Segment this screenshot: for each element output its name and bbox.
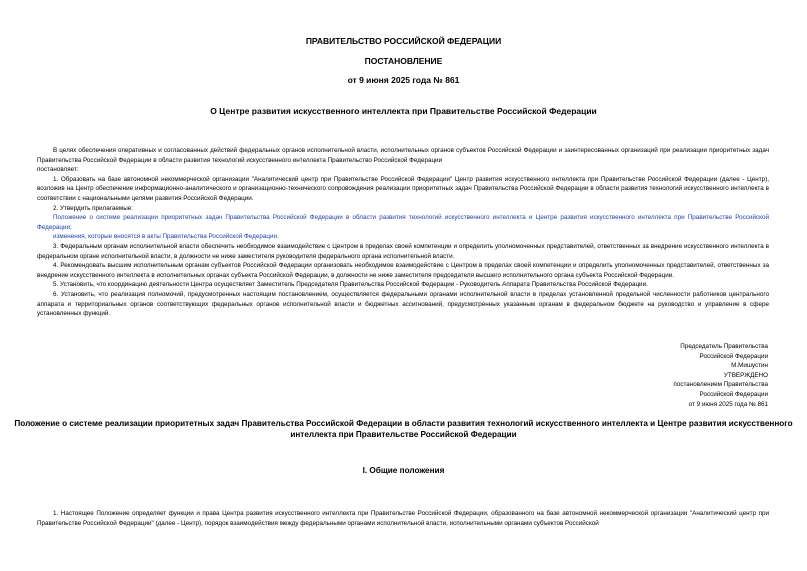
document-title: О Центре развития искусственного интеллекта при Правительстве Российской Федерации: [210, 106, 597, 116]
item-2-paragraph: 2. Утвердить прилагаемые:: [53, 204, 133, 212]
decides-line: постановляет:: [37, 166, 79, 174]
signature-name: М.Мишустин: [731, 362, 768, 370]
item-1-paragraph: 1. Образовать на базе автономной некоммерческой организации "Аналитический центр при Правительстве Российской Федерации" Центр развития искусственного интеллекта при Правительстве Российской Федерации (далее - Центр), возложив на Центр обеспечение информационно-аналитического и организационно-технического сопровождения реализации приоритетных задач Правительства Российской Федерации в области развития технологий искусственного интеллекта в соответствии с национальными целями развития Российской Федерации.: [37, 175, 769, 202]
approved-stamp: УТВЕРЖДЕНО: [723, 371, 768, 379]
item-5-paragraph: 5. Установить, что координацию деятельности Центра осуществляет Заместитель Председателя Правительства Российской Федерации - Руководитель Аппарата Правительства Российской Федерации.: [53, 281, 648, 289]
government-heading: ПРАВИТЕЛЬСТВО РОССИЙСКОЙ ФЕДЕРАЦИИ: [305, 36, 502, 46]
regulation-paragraph-1: 1. Настоящее Положение определяет функции и права Центра развития искусственного интеллекта при Правительстве Российской Федерации, образованного на базе автономной некоммерческой организации "Аналитический центр при Правительстве Российской Федерации" (далее - Центр), порядок взаимодействия между федеральными органами исполнительной власти, исполнительными органами субъектов Российской: [37, 510, 769, 528]
signature-block: [673, 342, 768, 409]
item-6-paragraph: 6. Установить, что реализация полномочий, предусмотренных настоящим постановлением, осуществляется федеральными органами исполнительной власти в пределах установленной предельной численности работников центрального аппарата и территориальных органов соответствующих федеральных органов исполнительной власти и бюджетных ассигнований, предусмотренных указанным органам в федеральном бюджете на руководство и управление в сфере установленных функций.: [37, 290, 769, 318]
document-type-heading: ПОСТАНОВЛЕНИЕ: [364, 56, 443, 66]
approved-date-line: от 9 июня 2025 года № 861: [688, 400, 768, 408]
signature-line-1: Председатель Правительства: [680, 343, 768, 350]
regulation-link[interactable]: Положение о системе реализации приоритетных задач Правительства Российской Федерации в области развития технологий искусственного интеллекта и Центре развития искусственного интеллекта при Правительстве Российской Федерации;: [37, 214, 769, 231]
regulation-title: Положение о системе реализации приоритетных задач Правительства Российской Федерации в области развития технологий искусственного интеллекта и Центре развития искусственного интеллекта при Правительстве Российской Федерации: [14, 419, 793, 439]
section-heading: I. Общие положения: [362, 466, 445, 475]
regulation-body: [37, 509, 769, 530]
item-4-paragraph: 4. Рекомендовать высшим исполнительным органам субъектов Российской Федерации организовать необходимое взаимодействие с Центром в пределах своей компетенции и определить уполномоченных представителей, ответственных за внедрение искусственного интеллекта в исполнительных органах субъекта Российской Федерации, в должности не ниже заместителя председателя высшего исполнительного органа субъекта Российской Федерации.: [37, 262, 769, 279]
item-3-paragraph: 3. Федеральным органам исполнительной власти обеспечить необходимое взаимодействие с Центром в пределах своей компетенции и определить уполномоченных представителей, ответственных за внедрение искусственного интеллекта в федеральном органе исполнительной власти, в должности не ниже заместителя руководителя федерального органа исполнительной власти.: [37, 242, 769, 260]
preamble-paragraph: В целях обеспечения оперативных и согласованных действий федеральных органов исполнительной власти, исполнительных органов субъектов Российской Федерации и заинтересованных организаций при реализации приоритетных задач Правительства Российской Федерации в области развития технологий искусственного интеллекта Правительство Российской Федерации: [37, 147, 769, 164]
document-date-number: от 9 июня 2025 года № 861: [347, 75, 460, 85]
resolution-body: [37, 146, 769, 319]
approved-federation-line: Российской Федерации: [699, 390, 768, 398]
signature-line-2: Российской Федерации: [699, 352, 768, 360]
approved-by-line: постановлением Правительства: [673, 381, 768, 389]
amendments-link[interactable]: изменения, которые вносятся в акты Правительства Российской Федерации.: [53, 233, 279, 241]
